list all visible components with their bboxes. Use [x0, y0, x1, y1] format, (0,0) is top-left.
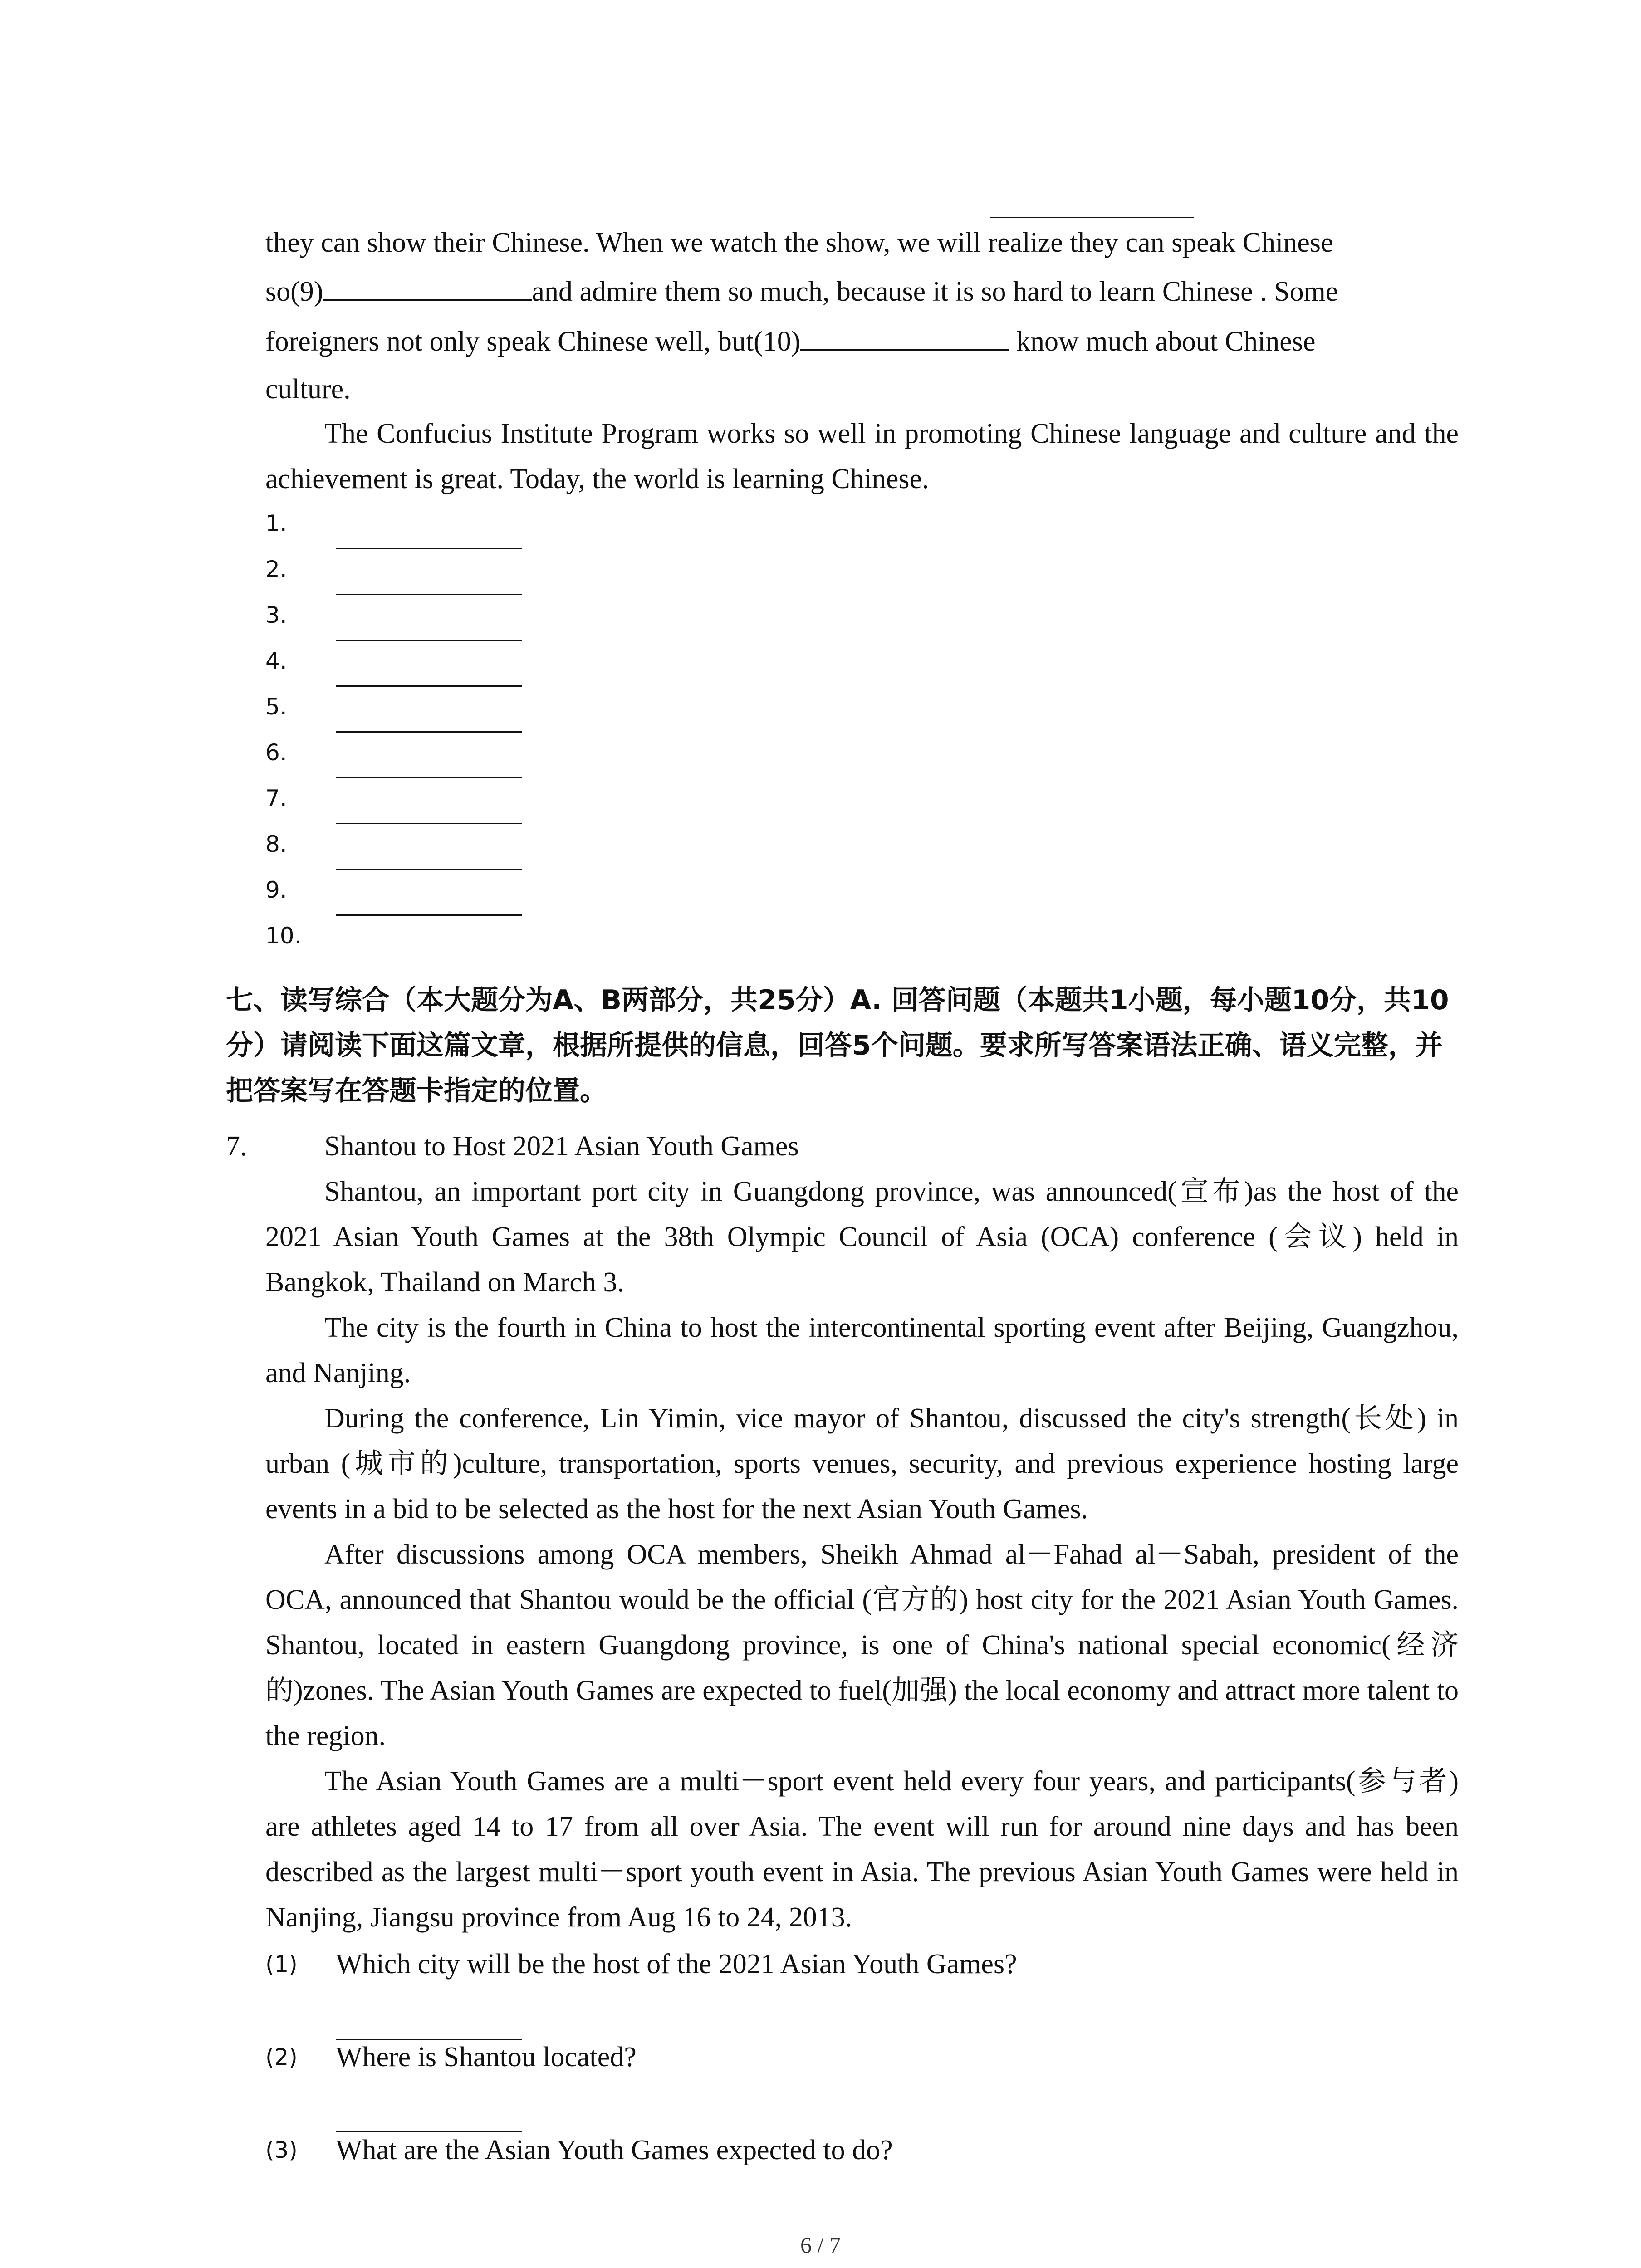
sub-question-text: Where is Shantou located? [336, 2042, 637, 2072]
answer-blank-1[interactable] [336, 548, 522, 549]
answer-number-9: 9. [265, 877, 287, 903]
passage-line-2-start: so(9) [265, 276, 323, 307]
section-heading: 七、读写综合（本大题分为A、B两部分，共25分）A. 回答问题（本题共1小题，每小题10分，共10分）请阅读下面这篇文章，根据所提供的信息，回答5个问题。要求所写答案语法正确、语义完整，并把答案写在答题卡指定的位置。 [226, 984, 1449, 1107]
answer-blank-9[interactable] [336, 914, 522, 916]
answer-number-10: 10. [265, 923, 302, 949]
answer-blank-7[interactable] [336, 823, 522, 824]
answer-blank-5[interactable] [336, 731, 522, 733]
article-title: Shantou to Host 2021 Asian Youth Games [324, 1131, 799, 1162]
blank-10[interactable] [800, 322, 1009, 351]
sub-question-number: (3) [265, 2137, 298, 2163]
passage-line-2-end: and admire them so much, because it is so hard to learn Chinese . Some [532, 276, 1338, 307]
answer-number-5: 5. [265, 694, 287, 720]
article-paragraph-2: The city is the fourth in China to host the intercontinental sporting event after Beijing, Guangzhou, and Nanjing. [265, 1312, 1459, 1388]
article-paragraph-4: After discussions among OCA members, Sheikh Ahmad al－Fahad al－Sabah, president of the OCA, announced that Shantou would be the official (官方的) host city for the 2021 Asian Youth Games. Shantou, located in eastern Guangdong province, is one of China's national special economic(经济的)zones. The Asian Youth Games are expected to fuel(加强) the local economy and attract more talent to the region. [265, 1539, 1459, 1751]
article-paragraph-3: During the conference, Lin Yimin, vice mayor of Shantou, discussed the city's strength(长处) in urban (城市的)culture, transportation, sports venues, security, and previous experience hosting large events in a bid to be selected as the host for the next Asian Youth Games. [265, 1403, 1459, 1525]
answer-number-7: 7. [265, 785, 287, 811]
answer-number-6: 6. [265, 739, 287, 766]
answer-number-4: 4. [265, 648, 287, 674]
passage-line-3 [265, 319, 1459, 364]
passage-line-4: culture. [265, 374, 351, 405]
article-paragraph-5: The Asian Youth Games are a multi－sport event held every four years, and participants(参与者) are athletes aged 14 to 17 from all over Asia. The event will run for around nine days and has been described as the largest multi－sport youth event in Asia. The previous Asian Youth Games were held in Nanjing, Jiangsu province from Aug 16 to 24, 2013. [265, 1766, 1459, 1933]
answer-number-2: 2. [265, 556, 287, 582]
answer-blank-4[interactable] [336, 685, 522, 687]
sub-question-text: What are the Asian Youth Games expected to do? [336, 2135, 893, 2165]
sub-question-text: Which city will be the host of the 2021 Asian Youth Games? [336, 1949, 1017, 1980]
passage-line-3-start: foreigners not only speak Chinese well, but(10) [265, 326, 801, 357]
question-number: 7. [226, 1131, 247, 1162]
answer-blank-6[interactable] [336, 777, 522, 778]
answer-number-1: 1. [265, 510, 287, 537]
blank-9[interactable] [323, 272, 532, 301]
answer-number-3: 3. [265, 602, 287, 628]
article-paragraph-1: Shantou, an important port city in Guangdong province, was announced(宣布)as the host of the 2021 Asian Youth Games at the 38th Olympic Council of Asia (OCA) conference (会议) held in Bangkok, Thailand on March 3. [265, 1176, 1459, 1298]
passage-line-1: they can show their Chinese. When we watch the show, we will realize they can speak Chinese [265, 227, 1333, 258]
page-number: 6 / 7 [800, 2232, 841, 2258]
answer-blank-8[interactable] [336, 869, 522, 870]
sub-question-number: (2) [265, 2044, 298, 2070]
answer-blank-2[interactable] [336, 594, 522, 595]
blank-line-8[interactable] [990, 217, 1194, 218]
passage-line-3-end: know much about Chinese [1009, 326, 1316, 357]
answer-number-8: 8. [265, 831, 287, 857]
answer-blank-3[interactable] [336, 640, 522, 641]
closing-paragraph: The Confucius Institute Program works so well in promoting Chinese language and culture and the achievement is great. Today, the world is learning Chinese. [265, 418, 1459, 494]
passage-line-2 [265, 269, 1459, 314]
sub-question-number: (1) [265, 1951, 298, 1977]
